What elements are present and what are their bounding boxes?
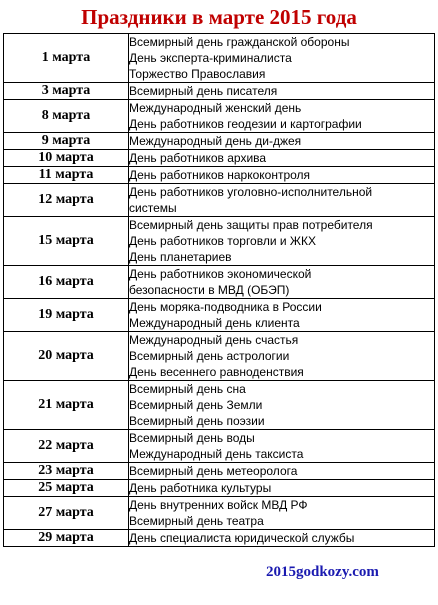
event-line: Международный день клиента: [129, 316, 300, 330]
date-cell: 29 марта: [4, 530, 129, 547]
events-cell: [129, 497, 435, 530]
event-line: Международный день ди-джея: [129, 134, 302, 148]
event-line: День работников наркоконтроля: [129, 168, 311, 182]
event-line: День планетариев: [129, 250, 232, 264]
date-cell: 12 марта: [4, 184, 129, 217]
table-row: [4, 332, 435, 381]
event-line: Всемирный день защиты прав потребителя: [129, 218, 373, 232]
event-line: День работников уголовно-исполнительной: [129, 185, 373, 199]
events-cell: [129, 381, 435, 430]
date-cell: 22 марта: [4, 430, 129, 463]
events-cell: [129, 299, 435, 332]
events-cell: [129, 83, 435, 100]
event-line: День эксперта-криминалиста: [129, 51, 292, 65]
table-row: [4, 217, 435, 266]
table-row: [4, 34, 435, 83]
event-line: Международный женский день: [129, 101, 302, 115]
date-cell: 8 марта: [4, 100, 129, 133]
event-line: День работников геодезии и картографии: [129, 117, 362, 131]
table-row: [4, 266, 435, 299]
date-cell: 1 марта: [4, 34, 129, 83]
event-line: Всемирный день писателя: [129, 84, 278, 98]
event-line: Всемирный день гражданской обороны: [129, 35, 350, 49]
date-cell: 25 марта: [4, 480, 129, 497]
event-line: День работников экономической: [129, 267, 312, 281]
date-cell: 21 марта: [4, 381, 129, 430]
date-cell: 9 марта: [4, 133, 129, 150]
event-line: системы: [129, 201, 177, 215]
events-cell: [129, 150, 435, 167]
event-line: День внутренних войск МВД РФ: [129, 498, 308, 512]
table-row: [4, 497, 435, 530]
holidays-table-body: [4, 34, 435, 547]
event-line: День моряка-подводника в России: [129, 300, 322, 314]
table-row: [4, 430, 435, 463]
date-cell: 3 марта: [4, 83, 129, 100]
events-cell: [129, 480, 435, 497]
events-cell: [129, 100, 435, 133]
event-line: Всемирный день сна: [129, 382, 246, 396]
table-row: [4, 83, 435, 100]
event-line: безопасности в МВД (ОБЭП): [129, 283, 290, 297]
events-cell: [129, 530, 435, 547]
events-cell: [129, 332, 435, 381]
events-cell: [129, 463, 435, 480]
date-cell: 27 марта: [4, 497, 129, 530]
page-title: Праздники в марте 2015 года: [81, 5, 357, 29]
date-cell: 10 марта: [4, 150, 129, 167]
event-line: День работника культуры: [129, 481, 272, 495]
event-line: Торжество Православия: [129, 67, 266, 81]
events-cell: [129, 266, 435, 299]
event-line: Всемирный день воды: [129, 431, 255, 445]
table-row: [4, 480, 435, 497]
table-row: [4, 150, 435, 167]
event-line: Всемирный день поэзии: [129, 414, 265, 428]
date-cell: 15 марта: [4, 217, 129, 266]
table-row: [4, 299, 435, 332]
events-cell: [129, 167, 435, 184]
event-line: Всемирный день метеоролога: [129, 464, 298, 478]
event-line: День работников архива: [129, 151, 267, 165]
table-row: [4, 100, 435, 133]
events-cell: [129, 133, 435, 150]
table-row: [4, 167, 435, 184]
table-row: [4, 184, 435, 217]
holidays-table: [3, 33, 435, 547]
event-line: День специалиста юридической службы: [129, 531, 355, 545]
events-cell: [129, 430, 435, 463]
date-cell: 20 марта: [4, 332, 129, 381]
date-cell: 23 марта: [4, 463, 129, 480]
table-row: [4, 381, 435, 430]
event-line: День работников торговли и ЖКХ: [129, 234, 316, 248]
date-cell: 19 марта: [4, 299, 129, 332]
event-line: Международный день счастья: [129, 333, 299, 347]
date-cell: 16 марта: [4, 266, 129, 299]
events-cell: [129, 184, 435, 217]
date-cell: 11 марта: [4, 167, 129, 184]
events-cell: [129, 34, 435, 83]
event-line: День весеннего равноденствия: [129, 365, 304, 379]
event-line: Всемирный день театра: [129, 514, 264, 528]
table-row: [4, 530, 435, 547]
table-row: [4, 133, 435, 150]
events-cell: [129, 217, 435, 266]
table-row: [4, 463, 435, 480]
event-line: Всемирный день астрологии: [129, 349, 290, 363]
watermark: 2015godkozy.com: [266, 564, 379, 580]
event-line: Всемирный день Земли: [129, 398, 263, 412]
event-line: Международный день таксиста: [129, 447, 304, 461]
